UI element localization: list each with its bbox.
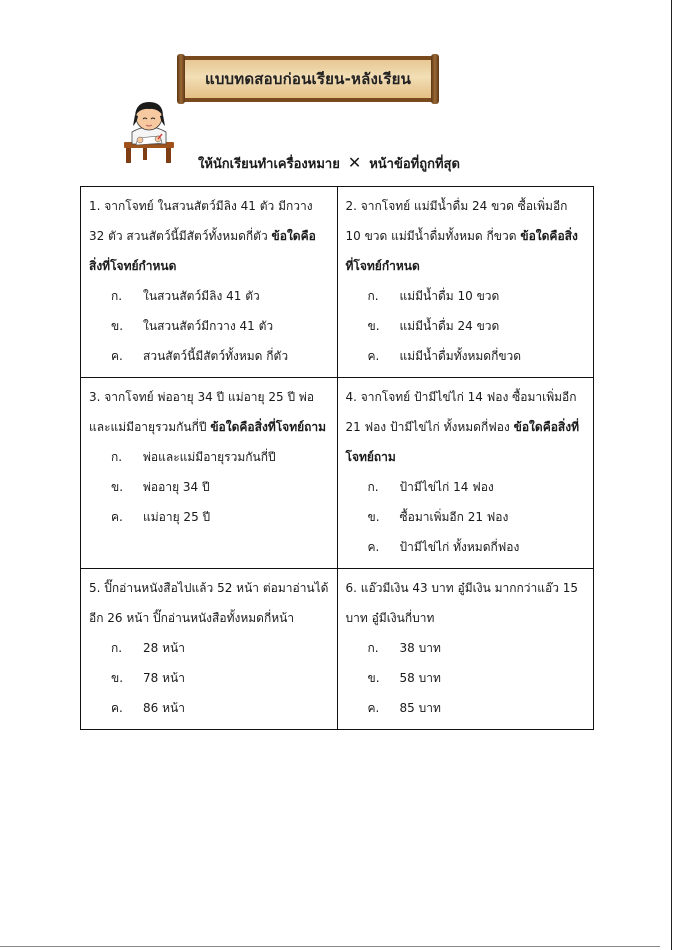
- choice-text: 85 บาท: [399, 701, 441, 715]
- question-ask: ข้อใดคือสิ่งที่โจทย์กำหนด: [345, 229, 578, 273]
- question-stem: [89, 191, 329, 281]
- choice-option[interactable]: [346, 472, 586, 502]
- question-text: 1. จากโจทย์ ในสวนสัตว์มีลิง 41 ตัว มีกวาง 32 ตัว สวนสัตว์นี้มีสัตว์ทั้งหมดกี่ตัว: [89, 199, 313, 243]
- question-stem: [89, 382, 329, 442]
- page-edge-right: [671, 0, 673, 950]
- choice-text: 78 หน้า: [143, 671, 185, 685]
- choice-letter: ค.: [111, 701, 123, 715]
- choice-option[interactable]: [346, 281, 586, 311]
- choice-letter: ก.: [367, 480, 379, 494]
- question-text: 5. ปิ๊กอ่านหนังสือไปแล้ว 52 หน้า ต่อมาอ่านได้อีก 26 หน้า ปิ๊กอ่านหนังสือทั้งหมดกี่หน้า: [89, 581, 329, 625]
- choice-option[interactable]: [346, 502, 586, 532]
- choice-option[interactable]: [89, 281, 329, 311]
- choice-option[interactable]: [89, 341, 329, 371]
- choice-letter: ค.: [367, 540, 380, 554]
- choice-option[interactable]: [346, 311, 586, 341]
- question-text: 2. จากโจทย์ แม่มีน้ำดื่ม 24 ขวด ซื้อเพิ่มอีก 10 ขวด แม่มีน้ำดื่มทั้งหมด กี่ขวด: [345, 199, 568, 243]
- cross-mark-icon: ✕: [347, 153, 362, 172]
- choice-text: ในสวนสัตว์มีกวาง 41 ตัว: [143, 319, 274, 333]
- page-edge-bottom: [0, 946, 660, 948]
- title-banner: [183, 56, 433, 102]
- choice-letter: ก.: [111, 289, 123, 303]
- choice-letter: ข.: [111, 319, 124, 333]
- question-ask: ข้อใดคือสิ่งที่โจทย์กำหนด: [89, 229, 316, 273]
- choice-letter: ก.: [367, 641, 379, 655]
- choice-text: ในสวนสัตว์มีลิง 41 ตัว: [143, 289, 260, 303]
- question-stem: [346, 191, 586, 281]
- question-cell-5: [81, 569, 338, 730]
- choice-text: แม่มีน้ำดื่ม 10 ขวด: [399, 289, 500, 303]
- choice-text: ซื้อมาเพิ่มอีก 21 ฟอง: [399, 510, 509, 524]
- choice-letter: ก.: [111, 641, 123, 655]
- instruction-line: [198, 153, 460, 174]
- question-cell-2: [337, 187, 594, 378]
- question-stem: [346, 382, 586, 472]
- instruction-text: ให้นักเรียนทำเครื่องหมาย: [198, 157, 340, 172]
- choice-option[interactable]: [89, 693, 329, 723]
- question-ask: ข้อใดคือสิ่งที่โจทย์ถาม: [345, 420, 580, 464]
- choice-option[interactable]: [89, 633, 329, 663]
- choice-letter: ข.: [111, 671, 124, 685]
- choice-text: 28 หน้า: [143, 641, 185, 655]
- choice-option[interactable]: [346, 693, 586, 723]
- question-stem: [346, 573, 586, 633]
- question-stem: [89, 573, 329, 633]
- choice-letter: ข.: [367, 510, 380, 524]
- question-text: 3. จากโจทย์ พ่ออายุ 34 ปี แม่อายุ 25 ปี พ่อและแม่มีอายุรวมกันกี่ปี: [89, 390, 315, 434]
- question-cell-6: [337, 569, 594, 730]
- page-title: แบบทดสอบก่อนเรียน-หลังเรียน: [204, 70, 412, 88]
- choice-option[interactable]: [346, 341, 586, 371]
- choice-letter: ข.: [367, 671, 380, 685]
- choice-letter: ค.: [111, 510, 123, 524]
- choice-letter: ข.: [367, 319, 380, 333]
- quiz-table: [80, 186, 594, 730]
- choice-option[interactable]: [89, 472, 329, 502]
- choice-option[interactable]: [346, 663, 586, 693]
- choice-text: แม่มีน้ำดื่ม 24 ขวด: [399, 319, 500, 333]
- instruction-suffix: หน้าข้อที่ถูกที่สุด: [369, 157, 460, 172]
- choice-text: สวนสัตว์นี้มีสัตว์ทั้งหมด กี่ตัว: [143, 349, 289, 363]
- choice-text: แม่มีน้ำดื่มทั้งหมดกี่ขวด: [399, 349, 522, 363]
- question-cell-3: [81, 378, 338, 569]
- choice-letter: ค.: [367, 349, 380, 363]
- choice-text: พ่อและแม่มีอายุรวมกันกี่ปี: [143, 450, 276, 464]
- question-cell-4: [337, 378, 594, 569]
- choice-text: พ่ออายุ 34 ปี: [143, 480, 210, 494]
- choice-option[interactable]: [346, 532, 586, 562]
- choice-option[interactable]: [89, 663, 329, 693]
- choice-text: แม่อายุ 25 ปี: [143, 510, 211, 524]
- choice-option[interactable]: [89, 311, 329, 341]
- choice-letter: ค.: [367, 701, 380, 715]
- question-cell-1: [81, 187, 338, 378]
- choice-text: 86 หน้า: [143, 701, 185, 715]
- choice-letter: ก.: [367, 289, 379, 303]
- question-text: 6. แอ๊วมีเงิน 43 บาท อู๋มีเงิน มากกว่าแอ๊ว 15 บาท อู๋มีเงินกี่บาท: [345, 581, 579, 625]
- choice-letter: ข.: [111, 480, 124, 494]
- choice-text: 58 บาท: [399, 671, 441, 685]
- choice-option[interactable]: [346, 633, 586, 663]
- question-text: 4. จากโจทย์ ป้ามีไข่ไก่ 14 ฟอง ซื้อมาเพิ่มอีก 21 ฟอง ป้ามีไข่ไก่ ทั้งหมดกี่ฟอง: [345, 390, 577, 434]
- choice-letter: ค.: [111, 349, 123, 363]
- choice-letter: ก.: [111, 450, 123, 464]
- choice-option[interactable]: [89, 502, 329, 532]
- student-writing-illustration: [118, 98, 180, 164]
- choice-text: ป้ามีไข่ไก่ 14 ฟอง: [399, 480, 494, 494]
- choice-text: 38 บาท: [399, 641, 441, 655]
- question-ask: ข้อใดคือสิ่งที่โจทย์ถาม: [210, 420, 327, 434]
- choice-option[interactable]: [89, 442, 329, 472]
- choice-text: ป้ามีไข่ไก่ ทั้งหมดกี่ฟอง: [399, 540, 520, 554]
